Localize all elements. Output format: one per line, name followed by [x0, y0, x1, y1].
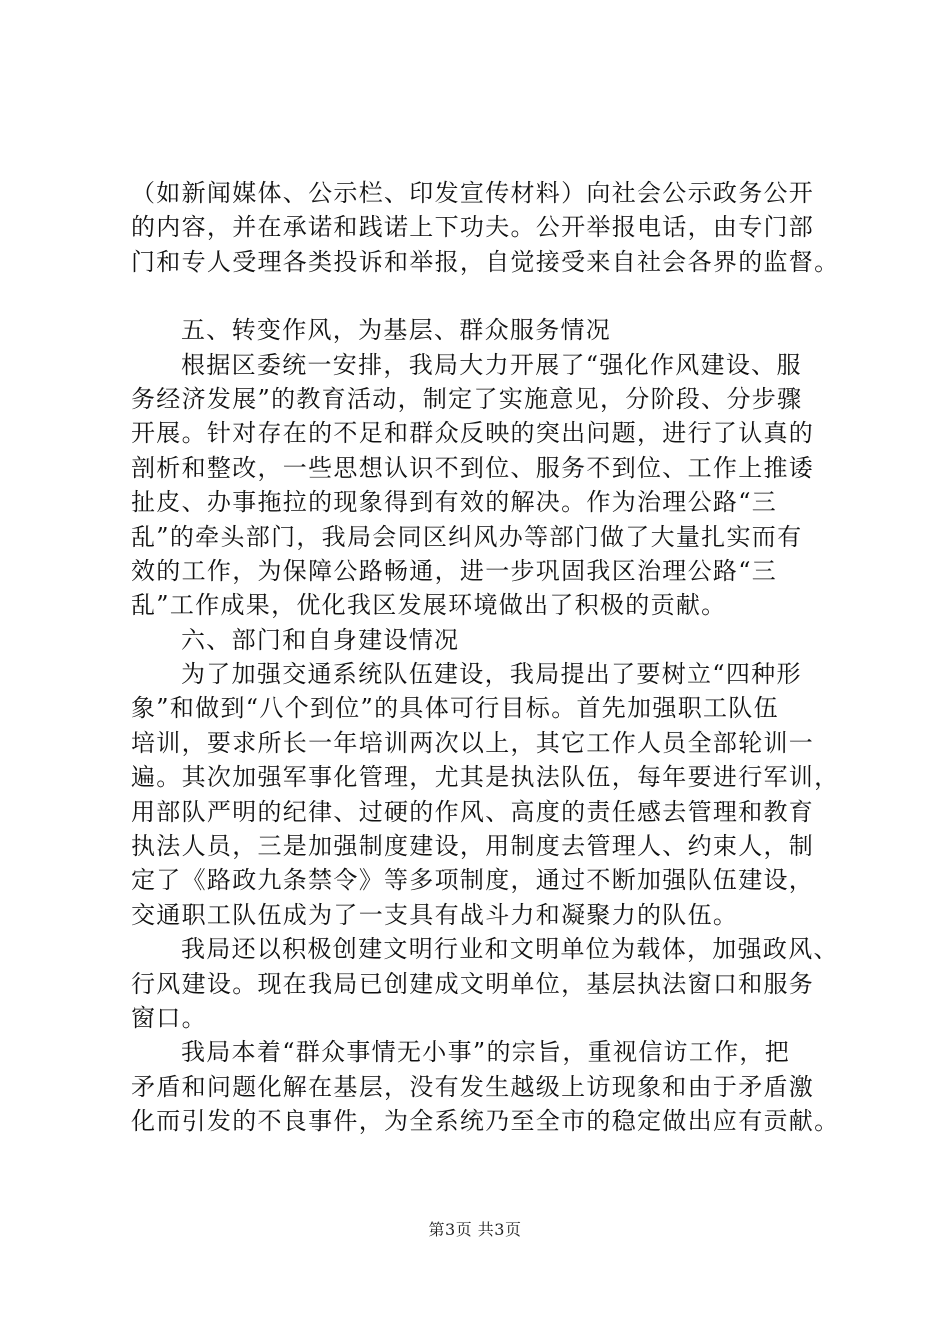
text-line: 务经济发展”的教育活动，制定了实施意见，分阶段、分步骤 [131, 384, 803, 413]
text-line: 根据区委统一安排，我局大力开展了“强化作风建设、服 [181, 350, 802, 379]
text-line: 乱”的牵头部门，我局会同区纠风办等部门做了大量扎实而有 [131, 522, 803, 551]
text-line: 剖析和整改，一些思想认识不到位、服务不到位、工作上推诿 [131, 453, 815, 482]
text-line: 我局还以积极创建文明行业和文明单位为载体，加强政风、 [181, 935, 839, 964]
page-footer: 第3页 共3页 [428, 1220, 522, 1239]
text-line: 遍。其次加强军事化管理，尤其是执法队伍，每年要进行军训， [131, 763, 840, 792]
section-heading-5: 五、转变作风，为基层、群众服务情况 [181, 316, 612, 345]
text-line: （如新闻媒体、公示栏、印发宣传材料）向社会公示政务公开 [131, 179, 815, 207]
text-line: 执法人员，三是加强制度建设，用制度去管理人、约束人，制 [131, 832, 815, 861]
text-line: 交通职工队伍成为了一支具有战斗力和凝聚力的队伍。 [131, 900, 739, 929]
text-line: 的内容，并在承诺和践诺上下功夫。公开举报电话，由专门部 [131, 213, 815, 242]
text-line: 开展。针对存在的不足和群众反映的突出问题，进行了认真的 [131, 419, 815, 448]
text-line: 培训，要求所长一年培训两次以上，其它工作人员全部轮训一 [131, 728, 815, 757]
text-line: 化而引发的不良事件，为全系统乃至全市的稳定做出应有贡献。 [131, 1107, 840, 1136]
text-line: 扯皮、办事拖拉的现象得到有效的解决。作为治理公路“三 [131, 488, 778, 517]
document-body [131, 176, 861, 1139]
text-line: 为了加强交通系统队伍建设，我局提出了要树立“四种形 [181, 660, 802, 689]
paragraph-gap [131, 279, 861, 313]
text-line: 窗口。 [131, 1003, 207, 1032]
section-heading-6: 六、部门和自身建设情况 [181, 625, 460, 654]
text-line: 我局本着“群众事情无小事”的宗旨，重视信访工作，把 [181, 1038, 791, 1067]
text-line: 效的工作，为保障公路畅通，进一步巩固我区治理公路“三 [131, 556, 778, 585]
text-line: 象”和做到“八个到位”的具体可行目标。首先加强职工队伍 [131, 694, 779, 723]
text-line: 定了《路政九条禁令》等多项制度，通过不断加强队伍建设， [131, 866, 815, 895]
text-line: 矛盾和问题化解在基层，没有发生越级上访现象和由于矛盾激 [131, 1072, 815, 1101]
text-line: 乱”工作成果，优化我区发展环境做出了积极的贡献。 [131, 591, 727, 620]
text-line: 行风建设。现在我局已创建成文明单位，基层执法窗口和服务 [131, 969, 815, 998]
text-line: 用部队严明的纪律、过硬的作风、高度的责任感去管理和教育 [131, 797, 815, 826]
text-line: 门和专人受理各类投诉和举报，自觉接受来自社会各界的监督。 [131, 247, 840, 276]
